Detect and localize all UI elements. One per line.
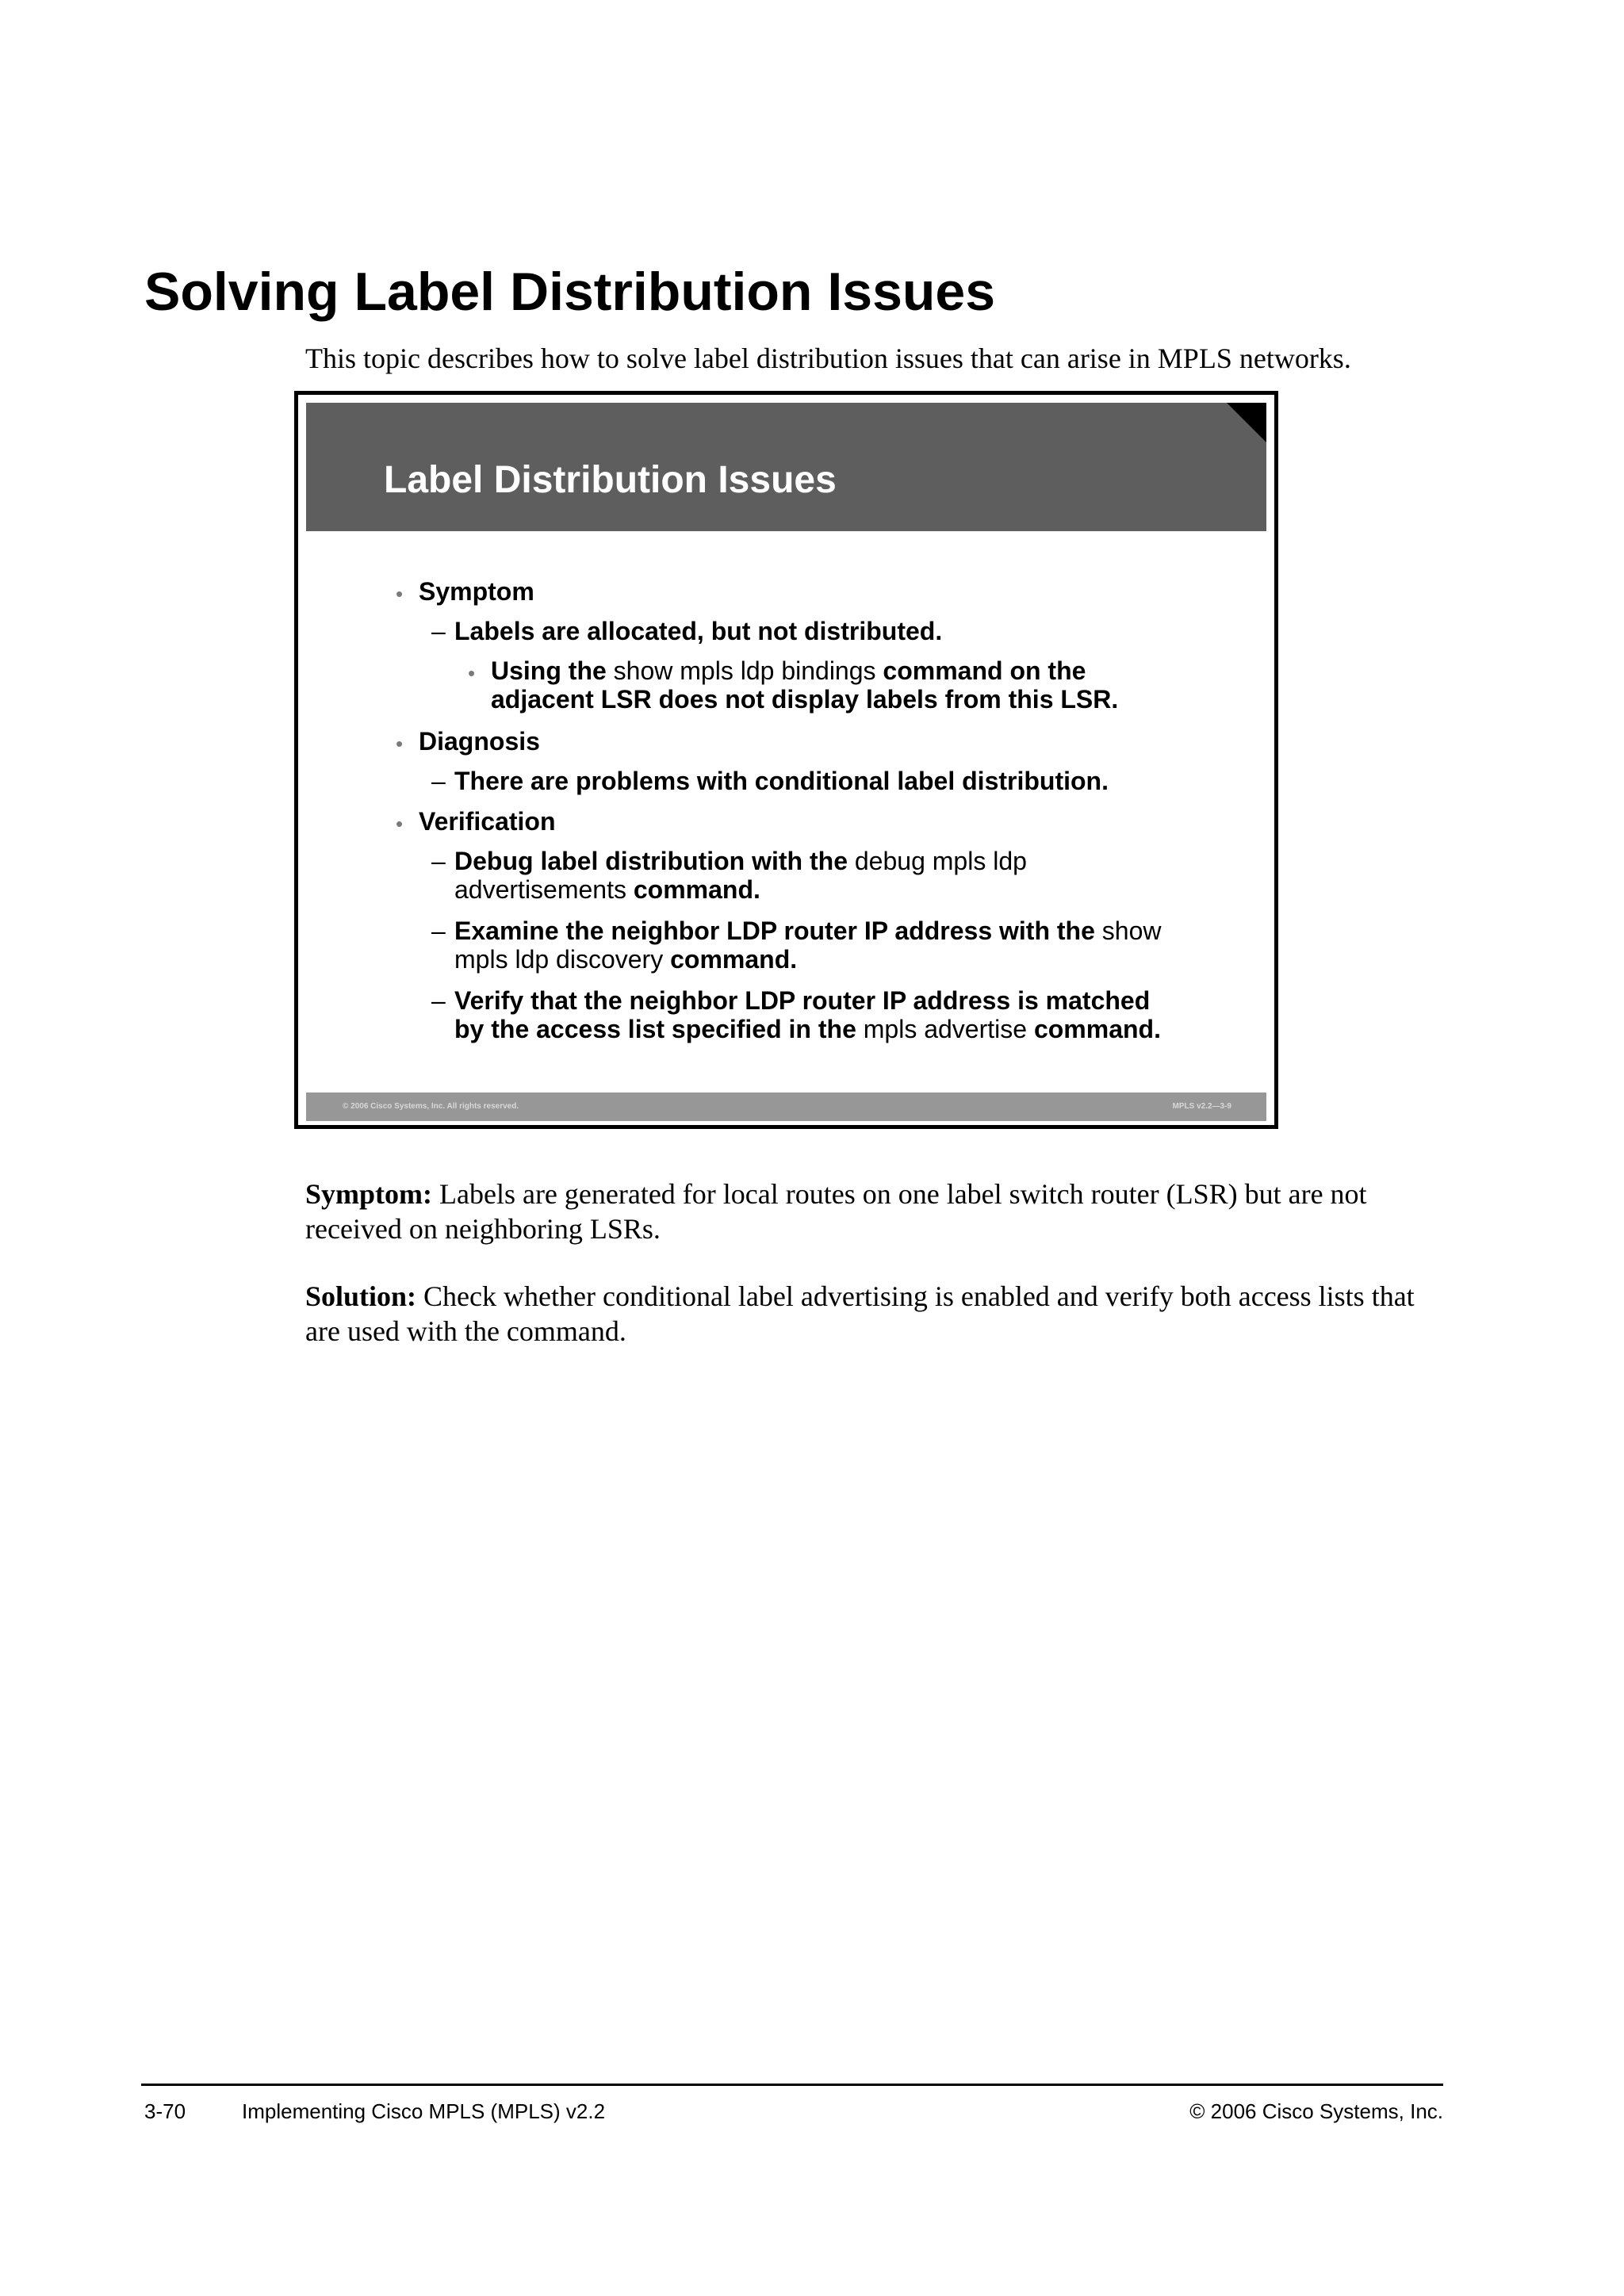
dash-marker: – [431, 847, 446, 875]
verification-3-line-1: Verify that the neighbor LDP router IP address is matched [454, 986, 1151, 1015]
symptom-detail-line-1: Using the show mpls ldp bindings command on the [491, 656, 1086, 685]
bullet-diagnosis: Diagnosis [419, 727, 540, 756]
dash-marker: – [431, 767, 446, 795]
slide-footer [306, 1093, 1266, 1121]
symptom-note: Symptom: Labels are generated for local routes on one label switch router (LSR) but are not received on neighboring LSRs. [305, 1178, 1367, 1245]
diagnosis-sub: There are problems with conditional label distribution. [454, 767, 1109, 795]
page-copyright: © 2006 Cisco Systems, Inc. [1189, 2099, 1443, 2123]
verification-2-line-2: mpls ldp discovery command. [454, 945, 798, 974]
slide-copyright: © 2006 Cisco Systems, Inc. All rights reserved. [343, 1102, 519, 1111]
symptom-sub: Labels are allocated, but not distributed. [454, 617, 943, 645]
slide-title: Label Distribution Issues [384, 459, 837, 501]
page-title: Solving Label Distribution Issues [144, 262, 996, 322]
verification-3-line-2: by the access list specified in the mpls advertise command. [454, 1015, 1161, 1043]
bullet-marker: • [396, 812, 404, 836]
bullet-marker: • [468, 661, 476, 685]
bullet-symptom: Symptom [419, 577, 534, 606]
slide [294, 391, 1278, 1129]
dash-marker: – [431, 986, 446, 1015]
course-title: Implementing Cisco MPLS (MPLS) v2.2 [242, 2099, 606, 2123]
dash-marker: – [431, 617, 446, 645]
dash-marker: – [431, 916, 446, 945]
page-number: 3-70 [144, 2099, 186, 2123]
symptom-detail-line-2: adjacent LSR does not display labels from this LSR. [491, 685, 1119, 714]
verification-1-line-1: Debug label distribution with the debug mpls ldp [454, 847, 1027, 875]
bullet-marker: • [396, 582, 404, 606]
verification-1-line-2: advertisements command. [454, 875, 760, 904]
footer-divider [141, 2084, 1443, 2086]
bullet-verification: Verification [419, 807, 556, 836]
slide-body [298, 395, 1274, 1125]
slide-version: MPLS v2.2—3-9 [1172, 1102, 1231, 1111]
intro-paragraph: This topic describes how to solve label distribution issues that can arise in MPLS networks. [305, 342, 1351, 374]
verification-2-line-1: Examine the neighbor LDP router IP address with the show [454, 916, 1162, 945]
solution-note: Solution: Check whether conditional label advertising is enabled and verify both access lists that are used with the command. [305, 1280, 1415, 1347]
bullet-marker: • [396, 732, 404, 756]
